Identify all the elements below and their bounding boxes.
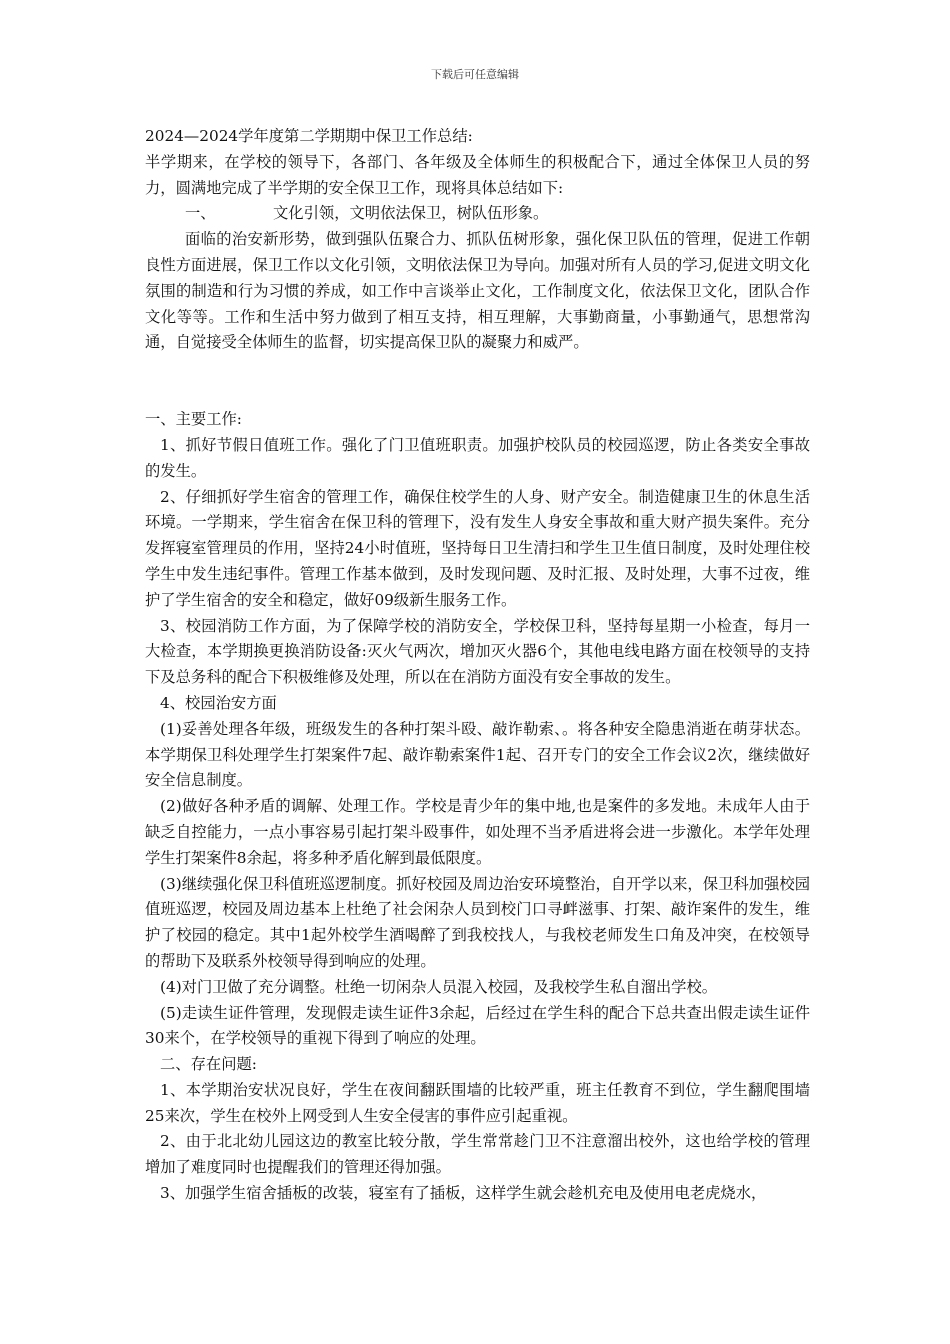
blank-spacer: [145, 356, 810, 407]
intro-paragraph: 半学期来，在学校的领导下，各部门、各年级及全体师生的积极配合下，通过全体保卫人员的努力，圆满地完成了半学期的安全保卫工作，现将具体总结如下:: [145, 152, 810, 197]
problems-heading: 二、存在问题:: [160, 1055, 257, 1074]
section-one-heading: [145, 201, 810, 227]
document-title: 2024—2024学年度第二学期期中保卫工作总结:: [145, 127, 473, 145]
work-item-1: 1、抓好节假日值班工作。强化了门卫值班职责。加强护校队员的校园巡逻，防止各类安全事故的发生。: [145, 435, 810, 480]
problem-item-1: 1、本学期治安状况良好，学生在夜间翻跃围墙的比较严重，班主任教育不到位，学生翻爬围墙25来次，学生在校外上网受到人生安全侵害的事件应引起重视。: [145, 1080, 810, 1125]
culture-paragraph: 面临的治安新形势，做到强队伍聚合力、抓队伍树形象，强化保卫队伍的管理，促进工作朝良性方面进展，保卫工作以文化引领，文明依法保卫为导向。加强对所有人员的学习,促进文明文化氛围的制造和行为习惯的养成，如工作中言谈举止文化，工作制度文化，依法保卫文化，团队合作文化等等。工作和生活中努力做到了相互支持，相互理解，大事勤商量，小事勤通气，思想常沟通，自觉接受全体师生的监督，切实提高保卫队的凝聚力和威严。: [145, 230, 810, 352]
problem-item-3: 3、加强学生宿舍插板的改装，寝室有了插板，这样学生就会趁机充电及使用电老虎烧水，: [160, 1184, 767, 1203]
security-subitem-1: (1)妥善处理各年级，班级发生的各种打架斗殴、敲诈勒索、。将各种安全隐患消逝在萌芽状态。本学期保卫科处理学生打架案件7起、敲诈勒索案件1起、召开专门的安全工作会议2次，继续做好安全信息制度。: [145, 719, 810, 790]
security-subitem-2: (2)做好各种矛盾的调解、处理工作。学校是青少年的集中地,也是案件的多发地。未成年人由于缺乏自控能力，一点小事容易引起打架斗殴事件，如处理不当矛盾进将会进一步激化。本学年处理学生打架案件8余起，将多种矛盾化解到最低限度。: [145, 797, 810, 867]
work-item-2: 2、仔细抓好学生宿舍的管理工作，确保住校学生的人身、财产安全。制造健康卫生的休息生活环境。一学期来，学生宿舍在保卫科的管理下，没有发生人身安全事故和重大财产损失案件。充分发挥寝室管理员的作用，坚持24小时值班，坚持每日卫生清扫和学生卫生值日制度，及时处理住校学生中发生违纪事件。管理工作基本做到，及时发现问题、及时汇报、及时处理，大事不过夜，维护了学生宿舍的安全和稳定，做好09级新生服务工作。: [145, 487, 810, 609]
section-one-number: 一、: [185, 204, 216, 223]
work-item-4: 4、校园治安方面: [160, 693, 277, 712]
page-header-note: 下载后可任意编辑: [431, 68, 519, 81]
main-work-heading: 一、主要工作:: [145, 410, 242, 429]
security-subitem-5: (5)走读生证件管理，发现假走读生证件3余起，后经过在学生科的配合下总共查出假走读生证件30来个，在学校领导的重视下得到了响应的处理。: [145, 1003, 810, 1048]
work-item-3: 3、校园消防工作方面，为了保障学校的消防安全，学校保卫科，坚持每星期一小检查，每月一大检查，本学期换更换消防设备:灭火气两次，增加灭火器6个，其他电线电路方面在校领导的支持下及总务科的配合下积极维修及处理，所以在在消防方面没有安全事故的发生。: [145, 616, 810, 687]
security-subitem-4: (4)对门卫做了充分调整。杜绝一切闲杂人员混入校园，及我校学生私自溜出学校。: [160, 977, 718, 996]
security-subitem-3: (3)继续强化保卫科值班巡逻制度。抓好校园及周边治安环境整治，自开学以来，保卫科加强校园值班巡逻，校园及周边基本上杜绝了社会闲杂人员到校门口寻衅滋事、打架、敲诈案件的发生，维护了校园的稳定。其中1起外校学生酒喝醉了到我校找人，与我校老师发生口角及冲突，在校领导的帮助下及联系外校领导得到响应的处理。: [145, 874, 810, 970]
section-one-title: 文化引领，文明依法保卫，树队伍形象。: [273, 204, 549, 223]
document-body: [145, 124, 810, 1207]
problem-item-2: 2、由于北北幼儿园这边的教室比较分散，学生常常趁门卫不注意溜出校外，这也给学校的管理增加了难度同时也提醒我们的管理还得加强。: [145, 1132, 810, 1177]
